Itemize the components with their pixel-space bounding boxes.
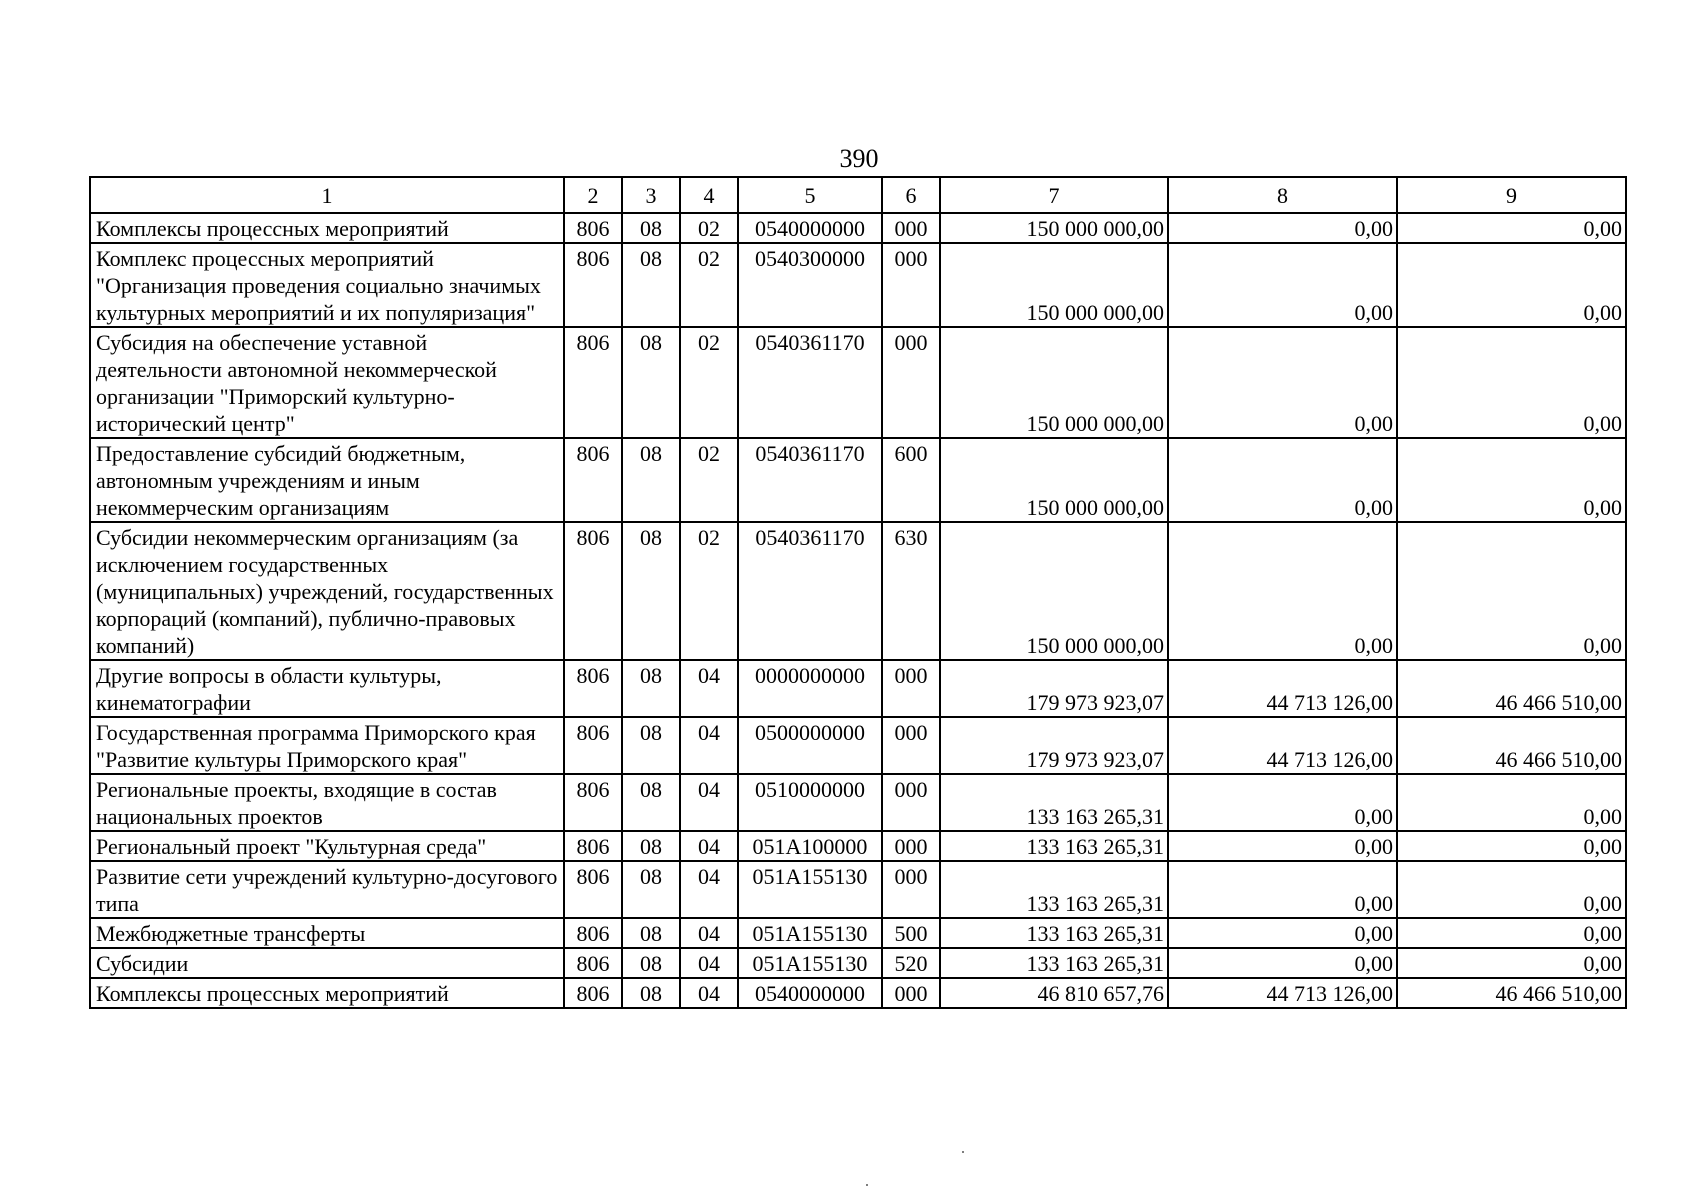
admin-code-cell: 806	[564, 918, 622, 948]
amount-col9-cell: 0,00	[1397, 918, 1626, 948]
admin-code-cell: 806	[564, 978, 622, 1008]
expense-type-cell: 000	[882, 978, 940, 1008]
section-code-cell: 08	[622, 243, 680, 327]
admin-code-cell: 806	[564, 438, 622, 522]
amount-col7-cell: 133 163 265,31	[940, 831, 1168, 861]
admin-code-cell: 806	[564, 522, 622, 660]
amount-col9-cell: 0,00	[1397, 861, 1626, 918]
expense-type-cell: 520	[882, 948, 940, 978]
row-name-cell: Комплекс процессных мероприятий "Организация проведения социально значимых культурных мероприятий и их популяризация"	[90, 243, 564, 327]
admin-code-cell: 806	[564, 861, 622, 918]
subsection-code-cell: 04	[680, 978, 738, 1008]
amount-col7-cell: 133 163 265,31	[940, 948, 1168, 978]
amount-col7-cell: 150 000 000,00	[940, 438, 1168, 522]
amount-col8-cell: 44 713 126,00	[1168, 717, 1397, 774]
row-name-cell: Комплексы процессных мероприятий	[90, 978, 564, 1008]
amount-col9-cell: 46 466 510,00	[1397, 978, 1626, 1008]
target-article-cell: 0500000000	[738, 717, 882, 774]
row-name-cell: Предоставление субсидий бюджетным, автономным учреждениям и иным некоммерческим организациям	[90, 438, 564, 522]
table-row	[90, 861, 1626, 918]
amount-col7-cell: 150 000 000,00	[940, 243, 1168, 327]
scan-speck	[962, 1151, 964, 1153]
amount-col8-cell: 44 713 126,00	[1168, 978, 1397, 1008]
subsection-code-cell: 02	[680, 243, 738, 327]
amount-col7-cell: 179 973 923,07	[940, 717, 1168, 774]
column-header: 5	[738, 177, 882, 213]
table-row	[90, 774, 1626, 831]
expense-type-cell: 000	[882, 243, 940, 327]
column-header: 8	[1168, 177, 1397, 213]
subsection-code-cell: 02	[680, 327, 738, 438]
expense-type-cell: 000	[882, 327, 940, 438]
amount-col9-cell: 0,00	[1397, 327, 1626, 438]
scan-speck	[866, 1184, 868, 1186]
amount-col7-cell: 46 810 657,76	[940, 978, 1168, 1008]
row-name-cell: Развитие сети учреждений культурно-досугового типа	[90, 861, 564, 918]
subsection-code-cell: 04	[680, 831, 738, 861]
expense-type-cell: 000	[882, 213, 940, 243]
amount-col8-cell: 44 713 126,00	[1168, 660, 1397, 717]
subsection-code-cell: 04	[680, 774, 738, 831]
table-row	[90, 978, 1626, 1008]
column-header: 4	[680, 177, 738, 213]
expense-type-cell: 000	[882, 660, 940, 717]
row-name-cell: Комплексы процессных мероприятий	[90, 213, 564, 243]
amount-col9-cell: 46 466 510,00	[1397, 717, 1626, 774]
expense-type-cell: 630	[882, 522, 940, 660]
table-row	[90, 327, 1626, 438]
target-article-cell: 0540300000	[738, 243, 882, 327]
row-name-cell: Субсидии некоммерческим организациям (за исключением государственных (муниципальных) учреждений, государственных корпораций (компаний), публично-правовых компаний)	[90, 522, 564, 660]
row-name-cell: Другие вопросы в области культуры, кинематографии	[90, 660, 564, 717]
amount-col8-cell: 0,00	[1168, 861, 1397, 918]
amount-col8-cell: 0,00	[1168, 438, 1397, 522]
target-article-cell: 0540000000	[738, 978, 882, 1008]
amount-col7-cell: 150 000 000,00	[940, 327, 1168, 438]
target-article-cell: 051A100000	[738, 831, 882, 861]
target-article-cell: 0510000000	[738, 774, 882, 831]
amount-col8-cell: 0,00	[1168, 774, 1397, 831]
header-row	[90, 177, 1626, 213]
table-row	[90, 948, 1626, 978]
amount-col7-cell: 133 163 265,31	[940, 918, 1168, 948]
column-header: 9	[1397, 177, 1626, 213]
target-article-cell: 051A155130	[738, 948, 882, 978]
admin-code-cell: 806	[564, 831, 622, 861]
admin-code-cell: 806	[564, 948, 622, 978]
section-code-cell: 08	[622, 861, 680, 918]
table-body	[90, 213, 1626, 1008]
section-code-cell: 08	[622, 948, 680, 978]
subsection-code-cell: 04	[680, 948, 738, 978]
subsection-code-cell: 04	[680, 861, 738, 918]
section-code-cell: 08	[622, 327, 680, 438]
row-name-cell: Региональный проект "Культурная среда"	[90, 831, 564, 861]
section-code-cell: 08	[622, 831, 680, 861]
amount-col9-cell: 0,00	[1397, 522, 1626, 660]
section-code-cell: 08	[622, 522, 680, 660]
amount-col9-cell: 0,00	[1397, 243, 1626, 327]
expense-type-cell: 000	[882, 774, 940, 831]
target-article-cell: 051A155130	[738, 918, 882, 948]
amount-col7-cell: 150 000 000,00	[940, 522, 1168, 660]
column-header: 2	[564, 177, 622, 213]
section-code-cell: 08	[622, 978, 680, 1008]
expense-type-cell: 000	[882, 717, 940, 774]
table-row	[90, 243, 1626, 327]
amount-col9-cell: 0,00	[1397, 213, 1626, 243]
target-article-cell: 0540361170	[738, 327, 882, 438]
target-article-cell: 0000000000	[738, 660, 882, 717]
table-row	[90, 522, 1626, 660]
expense-type-cell: 600	[882, 438, 940, 522]
table-row	[90, 213, 1626, 243]
row-name-cell: Межбюджетные трансферты	[90, 918, 564, 948]
amount-col8-cell: 0,00	[1168, 327, 1397, 438]
row-name-cell: Государственная программа Приморского края "Развитие культуры Приморского края"	[90, 717, 564, 774]
column-header: 6	[882, 177, 940, 213]
amount-col9-cell: 46 466 510,00	[1397, 660, 1626, 717]
table-row	[90, 918, 1626, 948]
column-header: 1	[90, 177, 564, 213]
expense-type-cell: 000	[882, 861, 940, 918]
subsection-code-cell: 02	[680, 438, 738, 522]
admin-code-cell: 806	[564, 243, 622, 327]
amount-col9-cell: 0,00	[1397, 774, 1626, 831]
admin-code-cell: 806	[564, 774, 622, 831]
target-article-cell: 0540000000	[738, 213, 882, 243]
admin-code-cell: 806	[564, 660, 622, 717]
row-name-cell: Региональные проекты, входящие в состав национальных проектов	[90, 774, 564, 831]
admin-code-cell: 806	[564, 717, 622, 774]
section-code-cell: 08	[622, 918, 680, 948]
column-header: 7	[940, 177, 1168, 213]
amount-col7-cell: 150 000 000,00	[940, 213, 1168, 243]
row-name-cell: Субсидии	[90, 948, 564, 978]
target-article-cell: 0540361170	[738, 522, 882, 660]
amount-col8-cell: 0,00	[1168, 918, 1397, 948]
expense-type-cell: 500	[882, 918, 940, 948]
subsection-code-cell: 04	[680, 918, 738, 948]
subsection-code-cell: 04	[680, 660, 738, 717]
section-code-cell: 08	[622, 660, 680, 717]
subsection-code-cell: 02	[680, 522, 738, 660]
amount-col8-cell: 0,00	[1168, 948, 1397, 978]
column-header: 3	[622, 177, 680, 213]
table-row	[90, 660, 1626, 717]
expense-type-cell: 000	[882, 831, 940, 861]
table-row	[90, 717, 1626, 774]
section-code-cell: 08	[622, 774, 680, 831]
amount-col9-cell: 0,00	[1397, 831, 1626, 861]
amount-col7-cell: 133 163 265,31	[940, 861, 1168, 918]
table-row	[90, 831, 1626, 861]
target-article-cell: 051A155130	[738, 861, 882, 918]
row-name-cell: Субсидия на обеспечение уставной деятельности автономной некоммерческой организации "Приморский культурно-исторический центр"	[90, 327, 564, 438]
page-number: 390	[839, 144, 879, 173]
section-code-cell: 08	[622, 438, 680, 522]
budget-table	[89, 176, 1627, 1009]
amount-col9-cell: 0,00	[1397, 948, 1626, 978]
section-code-cell: 08	[622, 717, 680, 774]
target-article-cell: 0540361170	[738, 438, 882, 522]
subsection-code-cell: 04	[680, 717, 738, 774]
admin-code-cell: 806	[564, 213, 622, 243]
amount-col9-cell: 0,00	[1397, 438, 1626, 522]
table-row	[90, 438, 1626, 522]
amount-col8-cell: 0,00	[1168, 831, 1397, 861]
amount-col8-cell: 0,00	[1168, 522, 1397, 660]
amount-col8-cell: 0,00	[1168, 243, 1397, 327]
admin-code-cell: 806	[564, 327, 622, 438]
amount-col8-cell: 0,00	[1168, 213, 1397, 243]
amount-col7-cell: 133 163 265,31	[940, 774, 1168, 831]
subsection-code-cell: 02	[680, 213, 738, 243]
section-code-cell: 08	[622, 213, 680, 243]
amount-col7-cell: 179 973 923,07	[940, 660, 1168, 717]
